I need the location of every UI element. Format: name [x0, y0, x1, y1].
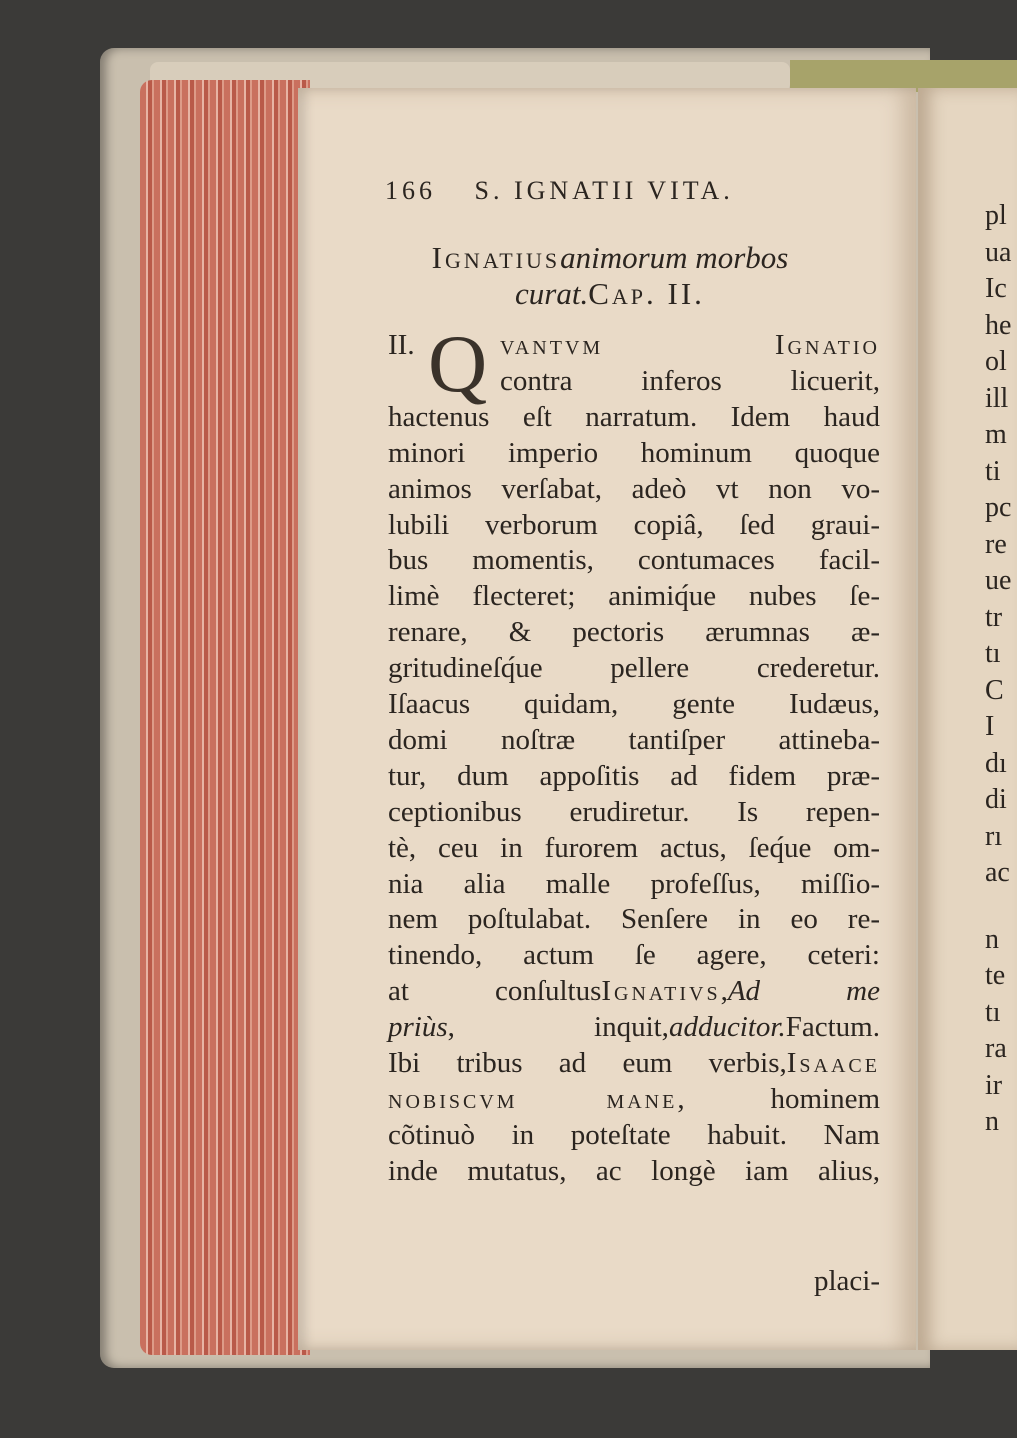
text-line — [388, 508, 880, 542]
text-segment: nobiscvm mane — [388, 1082, 678, 1115]
text-segment: Ignativs — [601, 975, 721, 1008]
text-line — [388, 759, 880, 793]
text-line — [388, 974, 880, 1008]
text-segment: hactenus eſt narratum. Idem haud — [388, 400, 880, 433]
text-segment: adducitor. — [668, 1011, 786, 1044]
facing-page-fragment: ir — [985, 1069, 1003, 1101]
text-segment: priùs — [388, 1011, 448, 1044]
text-segment: at conſultus — [388, 975, 602, 1008]
text-line — [388, 579, 880, 613]
facing-page-fragment: pc — [985, 492, 1012, 523]
text-segment: , inquit, — [447, 1011, 669, 1044]
chapter-title-line-2 — [330, 278, 890, 310]
text-segment: , — [720, 975, 728, 1008]
text-line — [388, 723, 880, 757]
facing-page-fragment: ill — [985, 382, 1009, 414]
page-number: 166 — [385, 176, 436, 205]
text-segment: Iſaacus quidam, gente Iudæus, — [388, 688, 880, 720]
text-segment: Cap. II. — [588, 276, 705, 311]
text-segment: renare, & pectoris ærumnas æ- — [388, 616, 880, 649]
text-segment: curat. — [515, 276, 589, 311]
text-line — [388, 902, 880, 936]
text-line — [388, 543, 880, 577]
facing-page-fragment: rı — [985, 820, 1003, 852]
facing-page-fragment: ua — [985, 236, 1012, 268]
text-segment: , hominem — [677, 1082, 881, 1115]
drop-cap: Q — [428, 318, 488, 409]
text-segment: Ibi tribus ad eum verbis, — [388, 1047, 787, 1079]
facing-page-fragment: ue — [985, 565, 1012, 596]
facing-page-fragment: I — [985, 711, 995, 742]
facing-page-fragment: re — [985, 528, 1007, 560]
text-segment: inde mutatus, ac longè iam alius, — [388, 1154, 880, 1187]
text-segment: Ad me — [727, 975, 880, 1008]
text-line — [388, 436, 880, 470]
text-line — [388, 400, 880, 434]
text-segment: cõtinuò in poteſtate habuit. Nam — [388, 1118, 880, 1151]
text-line — [388, 1082, 880, 1116]
text-segment: ceptionibus erudiretur. Is repen- — [388, 795, 880, 828]
running-title: S. IGNATII VITA. — [474, 176, 734, 205]
text-segment: domi noſtræ tantiſper attineba- — [388, 723, 880, 756]
running-head — [385, 176, 734, 206]
facing-page-fragment: tı — [985, 996, 1001, 1028]
text-line — [388, 651, 880, 685]
facing-page-fragment: Ic — [985, 273, 1007, 304]
facing-page-fragment: ol — [985, 346, 1007, 377]
text-segment: animorum morbos — [560, 240, 789, 275]
text-line — [388, 615, 880, 649]
facing-page-fragment: te — [985, 960, 1006, 991]
text-segment: tur, dum appoſitis ad fidem præ- — [388, 759, 880, 792]
facing-page-fragment: m — [985, 419, 1007, 450]
text-segment: nem poſtulabat. Senſere in eo re- — [388, 903, 880, 936]
red-page-edges — [140, 80, 310, 1355]
text-segment: animos verſabat, adeò vt non vo- — [388, 472, 880, 505]
text-line — [388, 831, 880, 865]
facing-page-fragment: ra — [985, 1033, 1007, 1064]
text-line — [500, 328, 880, 362]
text-segment: Factum. — [785, 1011, 880, 1044]
text-segment: minori imperio hominum quoque — [388, 436, 880, 469]
paragraph-number — [388, 328, 415, 362]
text-line — [388, 472, 880, 506]
text-line — [388, 1118, 880, 1152]
text-segment: gritudineſq́ue pellere crederetur. — [388, 652, 880, 685]
text-line — [388, 687, 880, 721]
facing-page-fragment: n — [985, 923, 999, 955]
catchword: placi- — [813, 1265, 880, 1297]
text-line — [388, 1154, 880, 1188]
text-segment: limè flecteret; animiq́ue nubes ſe- — [388, 580, 880, 613]
facing-page-fragment: pl — [985, 200, 1007, 231]
text-segment: II. — [388, 329, 415, 361]
text-line — [388, 1010, 880, 1044]
text-line — [388, 938, 880, 972]
facing-page-fragment: n — [985, 1106, 999, 1137]
text-segment: lubili verborum copiâ, ſed graui- — [388, 508, 880, 541]
facing-page-fragment: dı — [985, 747, 1007, 779]
facing-page-fragment: ti — [985, 455, 1001, 487]
facing-page-fragment: tı — [985, 638, 1001, 669]
chapter-title-line-1 — [330, 242, 890, 274]
text-segment: Ignatius — [431, 240, 561, 275]
text-line — [388, 1046, 880, 1080]
text-segment: tè, ceu in furorem actus, ſeq́ue om- — [388, 831, 880, 864]
facing-page-fragment: ac — [985, 857, 1010, 888]
facing-page-fragment: C — [985, 674, 1004, 706]
text-line — [388, 795, 880, 829]
text-segment: tinendo, actum ſe agere, ceteri: — [388, 939, 880, 972]
text-segment: nia alia malle profeſſus, miſſio- — [388, 867, 880, 900]
text-segment: vantvm Ignatio — [500, 329, 880, 361]
text-line — [388, 867, 880, 901]
facing-page-fragment: he — [985, 309, 1012, 341]
text-segment: bus momentis, contumaces facil- — [388, 544, 880, 577]
text-segment: Isaace — [786, 1047, 880, 1079]
text-segment: contra inferos licuerit, — [500, 364, 880, 397]
facing-page-fragment: di — [985, 784, 1007, 815]
facing-page-fragment: tr — [985, 601, 1003, 633]
text-line — [500, 364, 880, 398]
